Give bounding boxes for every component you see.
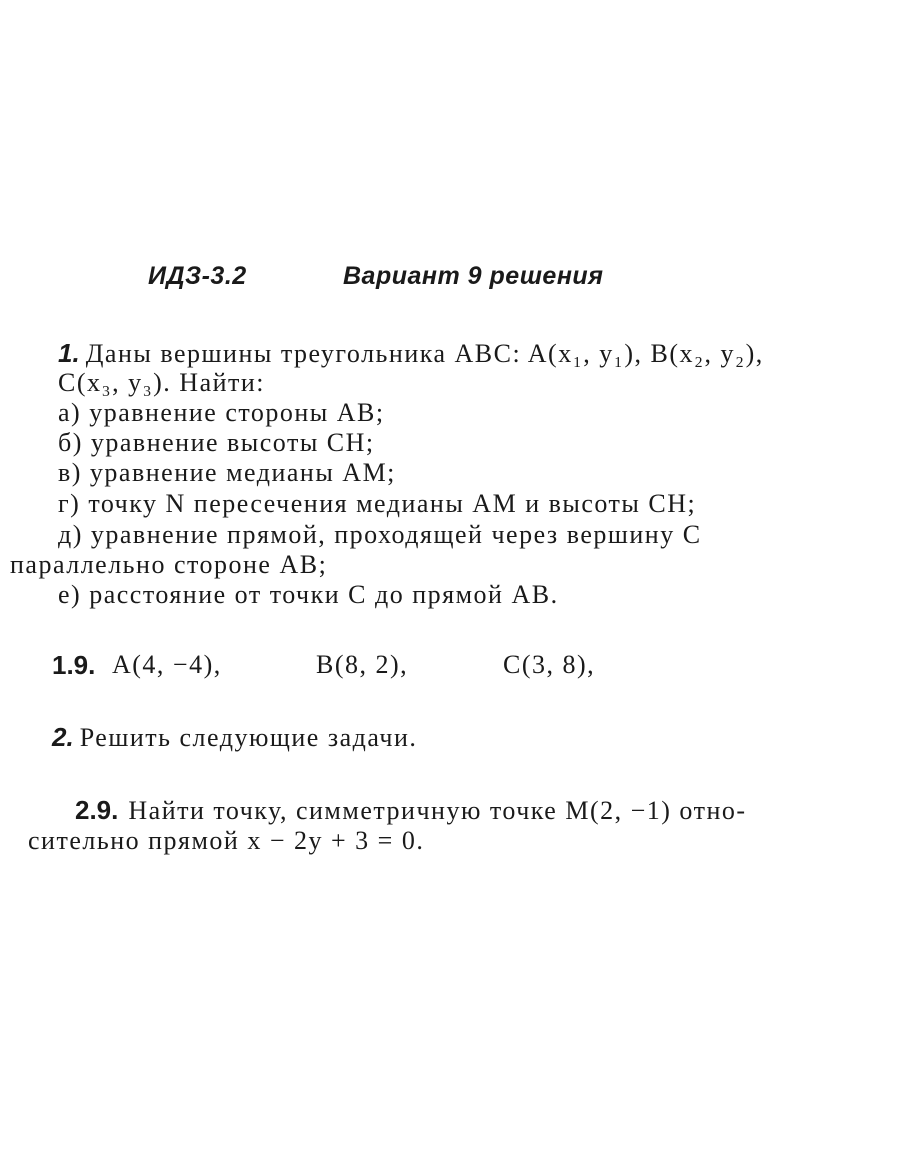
task1-number: 1. <box>58 338 80 368</box>
point-b: B(8, 2), <box>316 650 409 679</box>
task2-text: Решить следующие задачи. <box>79 723 418 752</box>
task1-item-g: г) точку N пересечения медианы AM и высоты CH; <box>58 489 697 518</box>
variant2-text: Найти точку, симметричную точке M(2, −1) отно- <box>128 796 747 825</box>
assignment-code: ИДЗ-3.2 <box>148 262 247 290</box>
variant2-line1 <box>75 795 747 826</box>
task1-statement-cont: C(x₃, y₃). Найти: <box>58 368 266 397</box>
task1-statement: Даны вершины треугольника ABC: A(x₁, y₁), B(x₂, y₂), <box>85 339 764 368</box>
task1-item-d-cont: параллельно стороне AB; <box>10 550 328 579</box>
task1-item-a: а) уравнение стороны AB; <box>58 398 385 427</box>
task1-item-v: в) уравнение медианы AM; <box>58 458 396 487</box>
point-a: A(4, −4), <box>112 650 222 679</box>
task2-number: 2. <box>52 722 74 752</box>
variant1-number: 1.9. <box>52 650 96 680</box>
task1-item-b: б) уравнение высоты CH; <box>58 428 375 457</box>
variant1-line <box>52 650 105 681</box>
variant-title: Вариант 9 решения <box>343 262 604 290</box>
task1-item-d: д) уравнение прямой, проходящей через вершину C <box>58 520 702 549</box>
task1-item-e: е) расстояние от точки C до прямой AB. <box>58 580 559 609</box>
task1-line1 <box>58 338 764 369</box>
task1-line2 <box>58 368 265 398</box>
task2-line <box>52 722 417 753</box>
variant2-number: 2.9. <box>75 795 119 825</box>
point-c: C(3, 8), <box>503 650 596 679</box>
variant2-line2: сительно прямой x − 2y + 3 = 0. <box>28 826 425 855</box>
